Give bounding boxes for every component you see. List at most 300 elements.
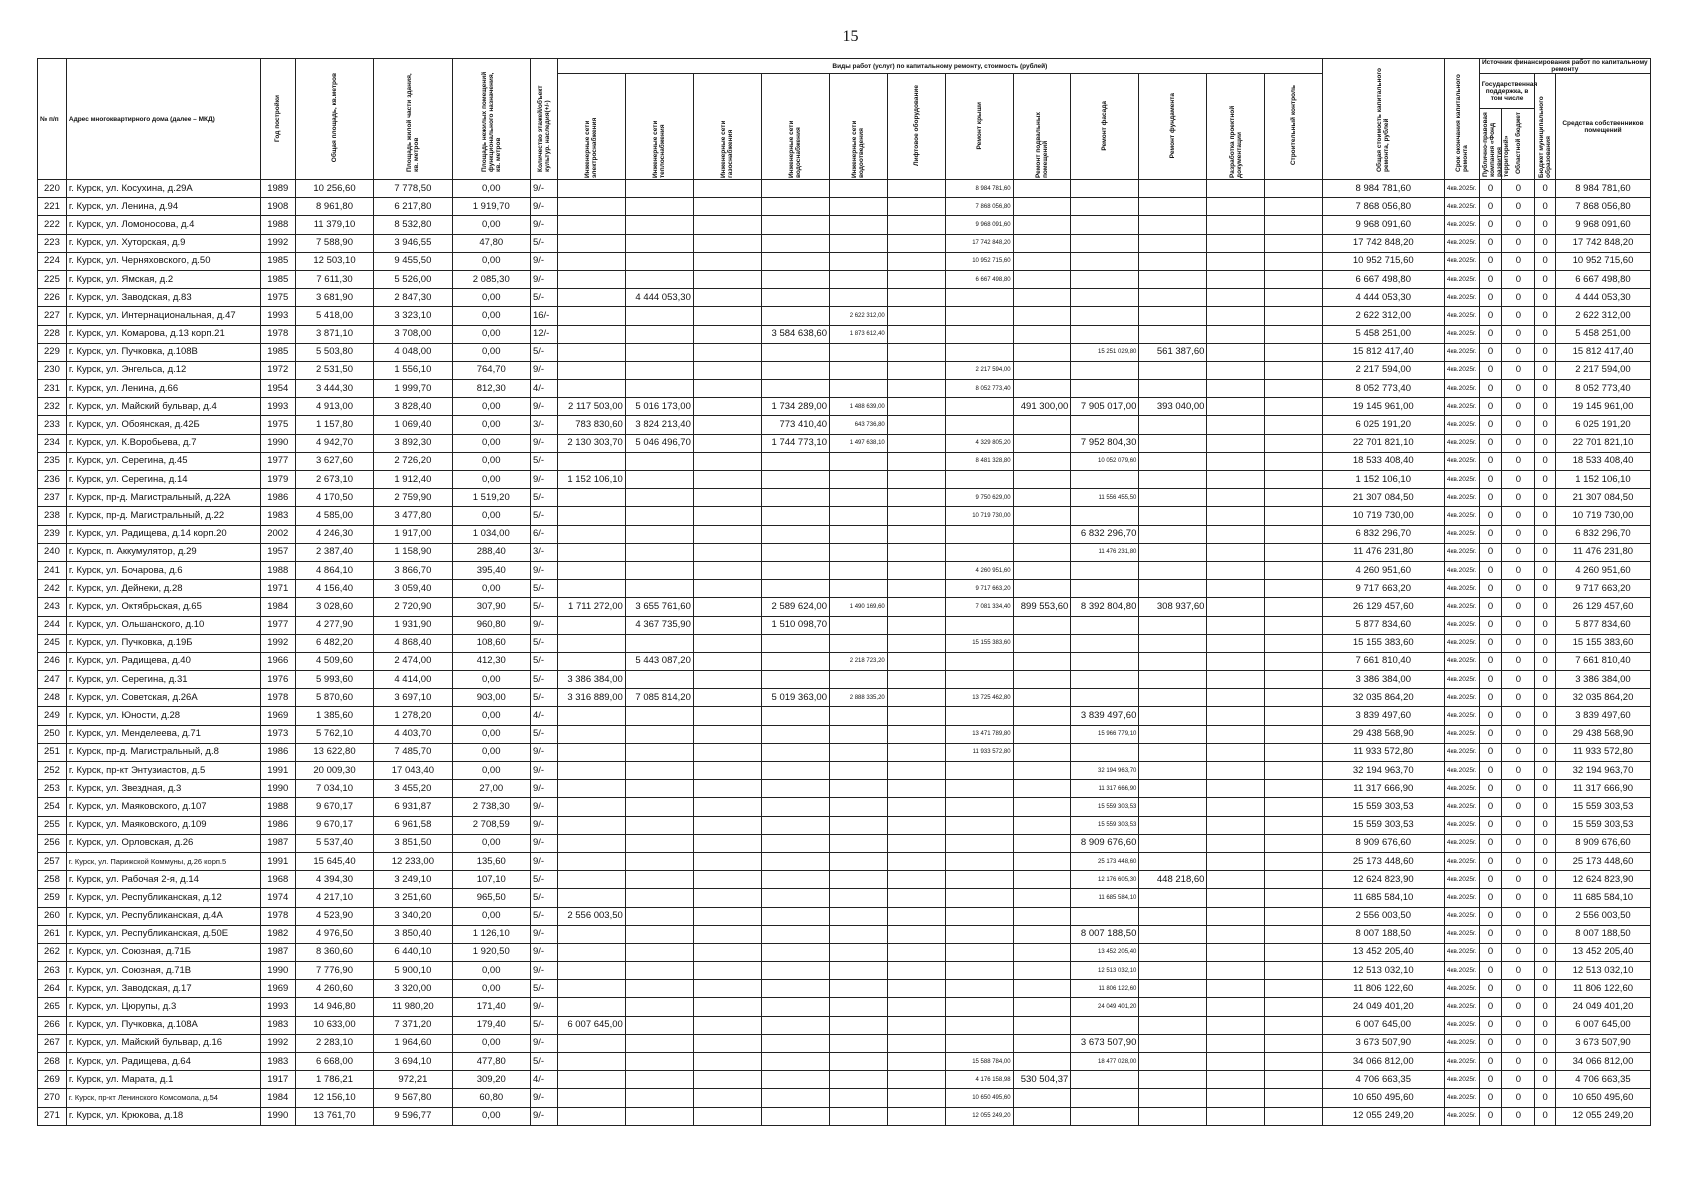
page-number: 15 (842, 28, 859, 45)
work-cost-cell (1139, 252, 1207, 270)
work-cost-cell (693, 925, 761, 943)
col-work-foundation-header: Ремонт фундамента (1139, 74, 1207, 180)
floors-cell: 5/- (530, 289, 557, 307)
regional-cell: 0 (1502, 634, 1535, 652)
deadline-cell: 4кв.2025г. (1444, 634, 1479, 652)
year-cell: 1983 (260, 1016, 295, 1034)
total-cost-cell: 11 317 666,90 (1322, 780, 1444, 798)
work-cost-cell (1207, 489, 1265, 507)
living-area-cell: 1 931,90 (374, 616, 452, 634)
regional-cell: 0 (1502, 725, 1535, 743)
year-cell: 1973 (260, 725, 295, 743)
col-work-design-header: Разработка проектной документации (1207, 74, 1265, 180)
work-cost-cell: 1 152 106,10 (557, 471, 625, 489)
work-cost-cell: 13 725 462,80 (945, 689, 1013, 707)
work-cost-cell (557, 1071, 625, 1089)
total-cost-cell: 2 217 594,00 (1322, 361, 1444, 379)
work-cost-cell (1013, 234, 1071, 252)
work-cost-cell: 3 839 497,60 (1071, 707, 1139, 725)
work-cost-cell (1207, 380, 1265, 398)
fund-cell: 0 (1479, 943, 1502, 961)
table-row (38, 834, 1651, 852)
work-cost-cell (625, 852, 693, 870)
work-cost-cell (625, 307, 693, 325)
work-cost-cell (1207, 852, 1265, 870)
work-cost-cell (1139, 907, 1207, 925)
address-cell: г. Курск, ул. Орловская, д.26 (66, 834, 260, 852)
regional-cell: 0 (1502, 543, 1535, 561)
total-cost-cell: 3 386 384,00 (1322, 671, 1444, 689)
total-area-cell: 4 942,70 (295, 434, 373, 452)
work-cost-cell (887, 834, 945, 852)
year-cell: 1978 (260, 689, 295, 707)
work-cost-cell (625, 998, 693, 1016)
work-cost-cell (887, 289, 945, 307)
fund-cell: 0 (1479, 252, 1502, 270)
living-area-cell: 3 892,30 (374, 434, 452, 452)
own-funds-cell: 3 386 384,00 (1556, 671, 1651, 689)
work-cost-cell (557, 1107, 625, 1125)
address-cell: г. Курск, ул. Радищева, д.14 корп.20 (66, 525, 260, 543)
work-cost-cell (887, 1107, 945, 1125)
work-cost-cell (557, 452, 625, 470)
regional-cell: 0 (1502, 252, 1535, 270)
work-cost-cell (830, 980, 888, 998)
work-cost-cell: 1 744 773,10 (761, 434, 829, 452)
work-cost-cell (761, 471, 829, 489)
table-row (38, 1071, 1651, 1089)
work-cost-cell (625, 707, 693, 725)
work-cost-cell (1207, 343, 1265, 361)
address-cell: г. Курск, ул. Интернациональная, д.47 (66, 307, 260, 325)
work-cost-cell (1013, 816, 1071, 834)
deadline-cell: 4кв.2025г. (1444, 434, 1479, 452)
own-funds-cell: 11 806 122,60 (1556, 980, 1651, 998)
nonres-area-cell: 288,40 (452, 543, 530, 561)
own-funds-cell: 2 217 594,00 (1556, 361, 1651, 379)
work-cost-cell (1139, 507, 1207, 525)
total-area-cell: 4 156,40 (295, 580, 373, 598)
fund-cell: 0 (1479, 852, 1502, 870)
own-funds-cell: 11 476 231,80 (1556, 543, 1651, 561)
work-cost-cell (1013, 270, 1071, 288)
nonres-area-cell: 812,30 (452, 380, 530, 398)
work-cost-cell (1207, 234, 1265, 252)
living-area-cell: 3 850,40 (374, 925, 452, 943)
living-area-cell: 6 440,10 (374, 943, 452, 961)
work-cost-cell (761, 634, 829, 652)
living-area-cell: 4 868,40 (374, 634, 452, 652)
total-area-cell: 4 217,10 (295, 889, 373, 907)
work-cost-cell (761, 180, 829, 198)
work-cost-cell (830, 1089, 888, 1107)
address-cell: г. Курск, ул. Парижской Коммуны, д.26 корп.5 (66, 852, 260, 870)
living-area-cell: 2 847,30 (374, 289, 452, 307)
total-area-cell: 9 670,17 (295, 798, 373, 816)
work-cost-cell: 4 176 158,98 (945, 1071, 1013, 1089)
work-cost-cell (1265, 980, 1323, 998)
address-cell: г. Курск, ул. Ямская, д.2 (66, 270, 260, 288)
work-cost-cell: 15 251 029,80 (1071, 343, 1139, 361)
table-row (38, 543, 1651, 561)
floors-cell: 9/- (530, 198, 557, 216)
living-area-cell: 3 059,40 (374, 580, 452, 598)
work-cost-cell (887, 1089, 945, 1107)
work-cost-cell (557, 852, 625, 870)
municipal-cell: 0 (1535, 471, 1556, 489)
work-cost-cell (945, 998, 1013, 1016)
year-cell: 1985 (260, 252, 295, 270)
work-cost-cell (1139, 762, 1207, 780)
work-cost-cell (1071, 416, 1139, 434)
floors-cell: 5/- (530, 507, 557, 525)
work-cost-cell (1207, 580, 1265, 598)
total-cost-cell: 18 533 408,40 (1322, 452, 1444, 470)
work-cost-cell (625, 762, 693, 780)
work-cost-cell (557, 307, 625, 325)
work-cost-cell (887, 671, 945, 689)
work-cost-cell: 1 873 612,40 (830, 325, 888, 343)
fund-cell: 0 (1479, 780, 1502, 798)
table-row (38, 398, 1651, 416)
floors-cell: 9/- (530, 216, 557, 234)
work-cost-cell (1013, 634, 1071, 652)
total-area-cell: 5 762,10 (295, 725, 373, 743)
work-cost-cell (625, 452, 693, 470)
work-cost-cell: 643 736,80 (830, 416, 888, 434)
fund-cell: 0 (1479, 1034, 1502, 1052)
work-cost-cell (1265, 962, 1323, 980)
floors-cell: 5/- (530, 489, 557, 507)
living-area-cell: 4 414,00 (374, 671, 452, 689)
floors-cell: 9/- (530, 1034, 557, 1052)
own-funds-cell: 8 052 773,40 (1556, 380, 1651, 398)
municipal-cell: 0 (1535, 652, 1556, 670)
regional-cell: 0 (1502, 1053, 1535, 1071)
work-cost-cell (1071, 289, 1139, 307)
year-cell: 1984 (260, 598, 295, 616)
work-cost-cell (1071, 180, 1139, 198)
work-cost-cell (557, 943, 625, 961)
deadline-cell: 4кв.2025г. (1444, 707, 1479, 725)
fund-cell: 0 (1479, 652, 1502, 670)
work-cost-cell (1207, 525, 1265, 543)
regional-cell: 0 (1502, 1034, 1535, 1052)
work-cost-cell (887, 725, 945, 743)
living-area-cell: 1 917,00 (374, 525, 452, 543)
regional-cell: 0 (1502, 398, 1535, 416)
nonres-area-cell: 2 708,59 (452, 816, 530, 834)
work-cost-cell (830, 1071, 888, 1089)
work-cost-cell (1139, 616, 1207, 634)
work-cost-cell (693, 962, 761, 980)
work-cost-cell (1071, 361, 1139, 379)
work-cost-cell: 2 589 624,00 (761, 598, 829, 616)
work-cost-cell (1139, 816, 1207, 834)
work-cost-cell (1265, 834, 1323, 852)
deadline-cell: 4кв.2025г. (1444, 889, 1479, 907)
fund-cell: 0 (1479, 434, 1502, 452)
total-cost-cell: 2 556 003,50 (1322, 907, 1444, 925)
work-cost-cell (830, 198, 888, 216)
work-cost-cell (1265, 543, 1323, 561)
work-cost-cell (945, 543, 1013, 561)
year-cell: 1969 (260, 980, 295, 998)
total-cost-cell: 2 622 312,00 (1322, 307, 1444, 325)
row-number-cell: 250 (38, 725, 67, 743)
work-cost-cell (1207, 998, 1265, 1016)
regional-cell: 0 (1502, 980, 1535, 998)
own-funds-cell: 6 832 296,70 (1556, 525, 1651, 543)
address-cell: г. Курск, ул. Дейнеки, д.28 (66, 580, 260, 598)
total-area-cell: 3 871,10 (295, 325, 373, 343)
work-cost-cell: 561 387,60 (1139, 343, 1207, 361)
year-cell: 1968 (260, 871, 295, 889)
row-number-cell: 252 (38, 762, 67, 780)
work-cost-cell (887, 434, 945, 452)
table-row (38, 452, 1651, 470)
work-cost-cell (887, 525, 945, 543)
total-area-cell: 6 668,00 (295, 1053, 373, 1071)
work-cost-cell (1139, 216, 1207, 234)
work-cost-cell (761, 780, 829, 798)
work-cost-cell (761, 525, 829, 543)
col-work-gas-header: Инженерные сети газоснабжения (693, 74, 761, 180)
address-cell: г. Курск, ул. Маяковского, д.109 (66, 816, 260, 834)
regional-cell: 0 (1502, 816, 1535, 834)
year-cell: 1975 (260, 289, 295, 307)
address-cell: г. Курск, ул. Марата, д.1 (66, 1071, 260, 1089)
work-cost-cell (625, 1034, 693, 1052)
work-cost-cell (557, 889, 625, 907)
row-number-cell: 267 (38, 1034, 67, 1052)
work-cost-cell (693, 798, 761, 816)
work-cost-cell (761, 852, 829, 870)
work-cost-cell (761, 1089, 829, 1107)
address-cell: г. Курск, ул. Ольшанского, д.10 (66, 616, 260, 634)
address-cell: г. Курск, ул. Пучковка, д.19Б (66, 634, 260, 652)
work-cost-cell (625, 543, 693, 561)
work-cost-cell: 9 968 091,60 (945, 216, 1013, 234)
year-cell: 1985 (260, 270, 295, 288)
table-row (38, 1034, 1651, 1052)
work-cost-cell (887, 907, 945, 925)
work-cost-cell (945, 289, 1013, 307)
work-cost-cell (1265, 907, 1323, 925)
row-number-cell: 263 (38, 962, 67, 980)
total-area-cell: 15 645,40 (295, 852, 373, 870)
work-cost-cell (1265, 652, 1323, 670)
deadline-cell: 4кв.2025г. (1444, 925, 1479, 943)
total-area-cell: 7 611,30 (295, 270, 373, 288)
deadline-cell: 4кв.2025г. (1444, 270, 1479, 288)
fund-cell: 0 (1479, 980, 1502, 998)
work-cost-cell (693, 616, 761, 634)
nonres-area-cell: 0,00 (452, 907, 530, 925)
total-area-cell: 11 379,10 (295, 216, 373, 234)
work-cost-cell (693, 652, 761, 670)
work-cost-cell (625, 1089, 693, 1107)
regional-cell: 0 (1502, 834, 1535, 852)
work-cost-cell (761, 798, 829, 816)
row-number-cell: 224 (38, 252, 67, 270)
work-cost-cell (1139, 707, 1207, 725)
work-cost-cell (693, 1053, 761, 1071)
work-cost-cell (1013, 1089, 1071, 1107)
fund-cell: 0 (1479, 962, 1502, 980)
work-cost-cell (830, 289, 888, 307)
work-cost-cell (557, 1034, 625, 1052)
work-cost-cell (1071, 1071, 1139, 1089)
work-cost-cell (1265, 1053, 1323, 1071)
work-cost-cell (1013, 834, 1071, 852)
own-funds-cell: 29 438 568,90 (1556, 725, 1651, 743)
floors-cell: 5/- (530, 580, 557, 598)
work-cost-cell (693, 871, 761, 889)
fund-cell: 0 (1479, 580, 1502, 598)
work-cost-cell (693, 943, 761, 961)
municipal-cell: 0 (1535, 1053, 1556, 1071)
work-cost-cell (1013, 962, 1071, 980)
work-cost-cell (1071, 652, 1139, 670)
work-cost-cell (625, 471, 693, 489)
address-cell: г. Курск, ул. Пучковка, д.108А (66, 1016, 260, 1034)
work-cost-cell: 1 734 289,00 (761, 398, 829, 416)
total-cost-cell: 11 933 572,80 (1322, 743, 1444, 761)
work-cost-cell (1207, 452, 1265, 470)
work-cost-cell (1207, 762, 1265, 780)
deadline-cell: 4кв.2025г. (1444, 452, 1479, 470)
floors-cell: 5/- (530, 1016, 557, 1034)
work-cost-cell (887, 707, 945, 725)
work-cost-cell: 9 717 663,20 (945, 580, 1013, 598)
work-cost-cell (1139, 852, 1207, 870)
work-cost-cell (1265, 943, 1323, 961)
work-cost-cell (1265, 762, 1323, 780)
col-floors-header: Количество этажей/объект культур. наследия(+/-) (530, 59, 557, 180)
floors-cell: 4/- (530, 1071, 557, 1089)
municipal-cell: 0 (1535, 943, 1556, 961)
work-cost-cell (761, 907, 829, 925)
regional-cell: 0 (1502, 525, 1535, 543)
nonres-area-cell: 0,00 (452, 325, 530, 343)
municipal-cell: 0 (1535, 689, 1556, 707)
work-cost-cell (830, 1107, 888, 1125)
municipal-cell: 0 (1535, 725, 1556, 743)
deadline-cell: 4кв.2025г. (1444, 416, 1479, 434)
work-cost-cell (761, 507, 829, 525)
work-cost-cell: 1 510 098,70 (761, 616, 829, 634)
work-cost-cell (625, 834, 693, 852)
work-cost-cell (945, 962, 1013, 980)
work-cost-cell (887, 452, 945, 470)
year-cell: 1987 (260, 834, 295, 852)
table-row (38, 525, 1651, 543)
col-work-elevator-header: Лифтовое оборудование (887, 74, 945, 180)
deadline-cell: 4кв.2025г. (1444, 507, 1479, 525)
floors-cell: 5/- (530, 671, 557, 689)
total-area-cell: 3 028,60 (295, 598, 373, 616)
work-cost-cell (945, 416, 1013, 434)
work-cost-cell (625, 270, 693, 288)
floors-cell: 5/- (530, 634, 557, 652)
total-area-cell: 7 034,10 (295, 780, 373, 798)
work-cost-cell (557, 380, 625, 398)
deadline-cell: 4кв.2025г. (1444, 852, 1479, 870)
regional-cell: 0 (1502, 234, 1535, 252)
total-area-cell: 5 503,80 (295, 343, 373, 361)
own-funds-cell: 25 173 448,60 (1556, 852, 1651, 870)
floors-cell: 9/- (530, 1107, 557, 1125)
row-number-cell: 235 (38, 452, 67, 470)
living-area-cell: 6 961,58 (374, 816, 452, 834)
col-nonres-area-header: Площадь нежилых помещений функционального назначения, кв. метров (452, 59, 530, 180)
work-cost-cell (625, 1071, 693, 1089)
own-funds-cell: 18 533 408,40 (1556, 452, 1651, 470)
municipal-cell: 0 (1535, 361, 1556, 379)
work-cost-cell: 3 386 384,00 (557, 671, 625, 689)
fund-cell: 0 (1479, 598, 1502, 616)
work-cost-cell (1207, 943, 1265, 961)
work-cost-cell: 308 937,60 (1139, 598, 1207, 616)
work-cost-cell (693, 980, 761, 998)
work-cost-cell (1013, 652, 1071, 670)
row-number-cell: 262 (38, 943, 67, 961)
living-area-cell: 1 556,10 (374, 361, 452, 379)
total-cost-cell: 13 452 205,40 (1322, 943, 1444, 961)
floors-cell: 5/- (530, 980, 557, 998)
nonres-area-cell: 2 738,30 (452, 798, 530, 816)
work-cost-cell (1207, 1016, 1265, 1034)
address-cell: г. Курск, ул. Серегина, д.14 (66, 471, 260, 489)
work-cost-cell (830, 943, 888, 961)
work-cost-cell: 2 218 723,20 (830, 652, 888, 670)
work-cost-cell (1139, 671, 1207, 689)
work-cost-cell (557, 525, 625, 543)
year-cell: 1978 (260, 907, 295, 925)
table-row (38, 198, 1651, 216)
deadline-cell: 4кв.2025г. (1444, 762, 1479, 780)
floors-cell: 9/- (530, 616, 557, 634)
own-funds-cell: 11 317 666,90 (1556, 780, 1651, 798)
work-cost-cell (693, 307, 761, 325)
address-cell: г. Курск, ул. Советская, д.26А (66, 689, 260, 707)
work-cost-cell (625, 234, 693, 252)
regional-cell: 0 (1502, 198, 1535, 216)
living-area-cell: 3 251,60 (374, 889, 452, 907)
address-cell: г. Курск, ул. Радищева, д.40 (66, 652, 260, 670)
municipal-cell: 0 (1535, 743, 1556, 761)
total-area-cell: 3 444,30 (295, 380, 373, 398)
table-row (38, 998, 1651, 1016)
fund-cell: 0 (1479, 307, 1502, 325)
work-cost-cell (625, 907, 693, 925)
work-cost-cell (1013, 671, 1071, 689)
work-cost-cell (625, 1053, 693, 1071)
work-cost-cell: 8 392 804,80 (1071, 598, 1139, 616)
work-cost-cell (761, 489, 829, 507)
work-cost-cell (887, 1071, 945, 1089)
living-area-cell: 4 403,70 (374, 725, 452, 743)
living-area-cell: 1 999,70 (374, 380, 452, 398)
work-cost-cell (625, 634, 693, 652)
floors-cell: 5/- (530, 725, 557, 743)
municipal-cell: 0 (1535, 1034, 1556, 1052)
work-cost-cell (693, 1034, 761, 1052)
total-cost-cell: 7 661 810,40 (1322, 652, 1444, 670)
work-cost-cell: 2 217 594,00 (945, 361, 1013, 379)
work-cost-cell (625, 580, 693, 598)
